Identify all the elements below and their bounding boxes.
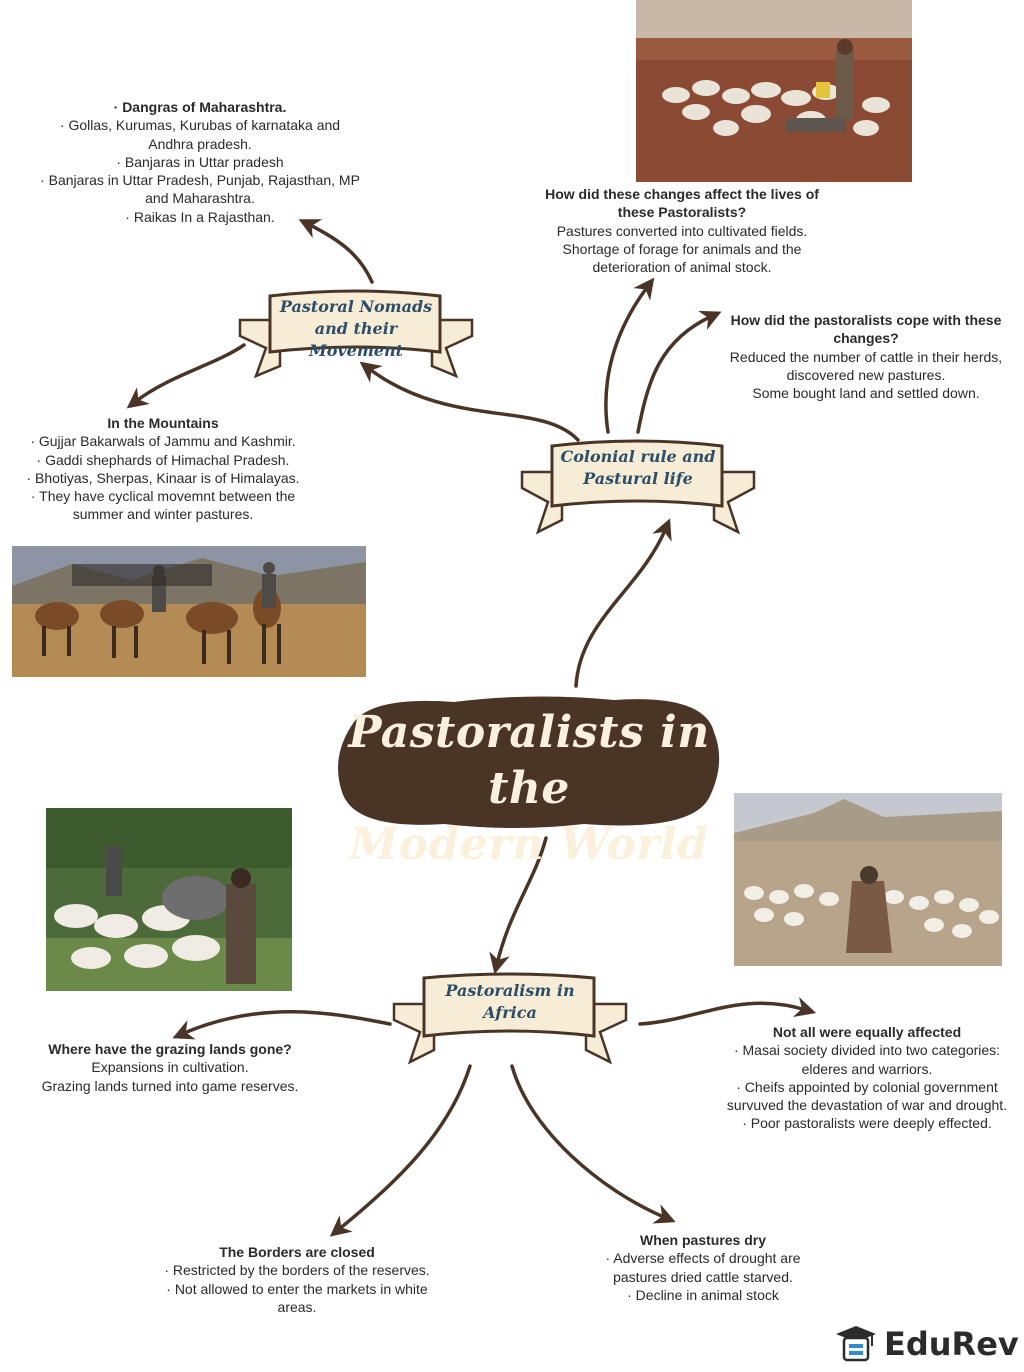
- borders-line-2: areas.: [277, 1298, 317, 1315]
- cope-line-1: discovered new pastures.: [786, 366, 946, 383]
- mountains-line-3: · They have cyclical movemnt between the: [30, 488, 296, 505]
- pastures-dry-title: When pastures dry: [639, 1232, 767, 1248]
- arrow-to-not-equal: [640, 1003, 806, 1024]
- cope-title-1: How did the pastoralists cope with these: [730, 312, 1002, 328]
- arrow-to-pastures-dry: [512, 1066, 666, 1218]
- mountains-line-0: · Gujjar Bakarwals of Jammu and Kashmir.: [30, 433, 296, 450]
- arrow-to-grazing: [182, 1012, 390, 1034]
- pastures-dry-text: [576, 1231, 830, 1304]
- central-title: [334, 705, 724, 873]
- plains-line-3: · Banjaras in Uttar pradesh: [116, 153, 284, 170]
- mountains-title: In the Mountains: [107, 415, 219, 431]
- goats-desert-photo: [636, 0, 912, 182]
- pastures-dry-line-2: · Decline in animal stock: [627, 1286, 779, 1303]
- graduation-cap-icon: [832, 1322, 882, 1366]
- not-equal-line-0: · Masai society divided into two categories:: [733, 1042, 1001, 1059]
- changes-effect-title-1: How did these changes affect the lives of: [545, 186, 819, 202]
- not-equal-title: Not all were equally affected: [772, 1024, 962, 1040]
- plains-line-4: · Banjaras in Uttar Pradesh, Punjab, Rajasthan, MP: [40, 172, 360, 189]
- banner-colonial-rule: [520, 436, 756, 540]
- banner-nomads-line2: and their Movement: [309, 319, 403, 360]
- cope-title-2: changes?: [833, 330, 899, 347]
- arrow-central-to-colonial: [576, 528, 666, 686]
- not-equal-line-4: · Poor pastoralists were deeply effected.: [742, 1115, 992, 1132]
- not-equal-line-3: survuved the devastation of war and drought.: [726, 1097, 1008, 1114]
- plains-groups-text: [30, 98, 370, 226]
- banner-pastoral-nomads: [238, 286, 474, 386]
- edurev-logo-text: EduRev: [884, 1325, 1019, 1363]
- mountains-line-2: · Bhotiyas, Sherpas, Kinaar is of Himalayas.: [26, 469, 300, 486]
- banner-colonial-line2: Pastural life: [583, 469, 693, 488]
- banner-colonial-line1: Colonial rule and: [560, 447, 716, 466]
- plains-line-6: · Raikas In a Rajasthan.: [125, 208, 275, 225]
- grazing-line-0: Expansions in cultivation.: [91, 1059, 249, 1076]
- cope-text: [710, 311, 1022, 402]
- pastures-dry-line-0: · Adverse effects of drought are: [605, 1250, 801, 1267]
- camel-caravan-photo: [12, 546, 366, 677]
- changes-effect-title-2: these Pastoralists?: [617, 204, 747, 221]
- grazing-title: Where have the grazing lands gone?: [48, 1041, 292, 1057]
- borders-text: [146, 1243, 448, 1316]
- sheep-herd-photo: [734, 793, 1002, 966]
- pastures-dry-line-1: pastures dried cattle starved.: [613, 1268, 793, 1285]
- plains-line-5: and Maharashtra.: [145, 190, 255, 207]
- banner-pastoralism-africa: [392, 970, 628, 1070]
- cope-line-0: Reduced the number of cattle in their herds,: [729, 348, 1003, 365]
- borders-line-1: · Not allowed to enter the markets in white: [166, 1280, 428, 1297]
- changes-effect-line-1: Shortage of forage for animals and the: [562, 240, 802, 257]
- mountains-line-4: summer and winter pastures.: [72, 506, 254, 523]
- plains-line-0: · Dangras of Maharashtra.: [113, 99, 287, 115]
- changes-effect-line-2: deterioration of animal stock.: [592, 259, 772, 276]
- changes-effect-line-0: Pastures converted into cultivated fields.: [556, 222, 808, 239]
- plains-line-1: · Gollas, Kurumas, Kurubas of karnataka and: [59, 117, 341, 134]
- mountains-line-1: · Gaddi shephards of Himachal Pradesh.: [36, 451, 290, 468]
- grazing-line-1: Grazing lands turned into game reserves.: [41, 1077, 299, 1094]
- mountain-flock-photo: [46, 808, 292, 991]
- banner-africa-line2: Africa: [483, 1003, 537, 1022]
- central-title-line1: Pastoralists in the: [348, 707, 710, 814]
- grazing-text: [20, 1040, 320, 1095]
- borders-title: The Borders are closed: [219, 1244, 375, 1260]
- arrow-to-cope: [638, 316, 712, 432]
- mountains-text: [8, 414, 318, 524]
- not-equal-line-2: · Cheifs appointed by colonial government: [736, 1078, 998, 1095]
- arrow-to-mountains: [135, 345, 244, 402]
- central-title-line2: Modern World: [349, 819, 709, 870]
- changes-effect-text: [522, 185, 842, 276]
- not-equal-line-1: elderes and warriors.: [801, 1060, 933, 1077]
- plains-line-2: Andhra pradesh.: [148, 135, 252, 152]
- not-equal-text: [712, 1023, 1022, 1133]
- banner-africa-line1: Pastoralism in: [445, 981, 575, 1000]
- banner-nomads-line1: Pastoral Nomads: [279, 297, 433, 316]
- borders-line-0: · Restricted by the borders of the reserves.: [164, 1262, 430, 1279]
- arrow-to-borders: [338, 1066, 470, 1230]
- arrow-to-plains: [308, 224, 372, 282]
- cope-line-2: Some bought land and settled down.: [752, 385, 980, 402]
